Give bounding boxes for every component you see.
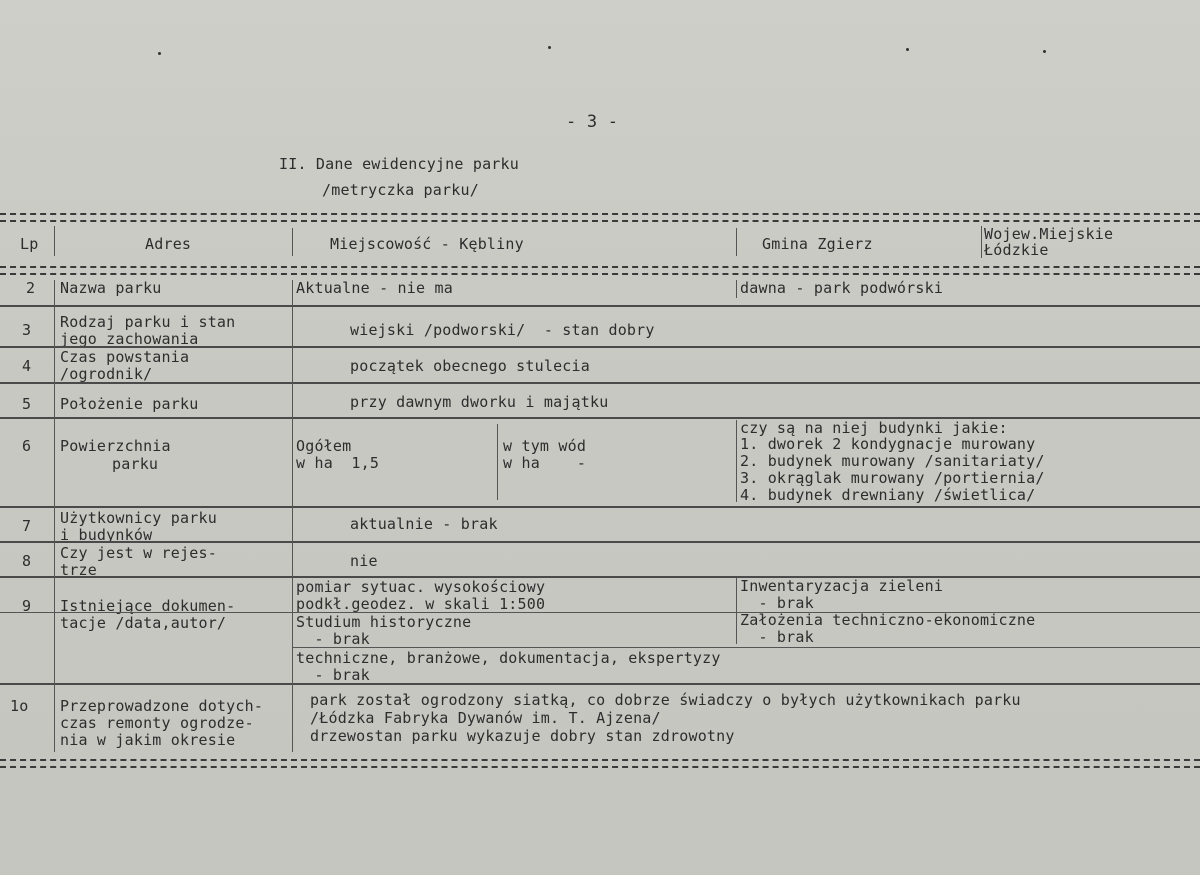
row-label: Nazwa parku <box>60 279 162 297</box>
doc-item: - brak <box>740 594 814 612</box>
row-lp: 4 <box>22 357 32 375</box>
table-top-rule <box>0 213 1200 222</box>
row-value: park został ogrodzony siatką, co dobrze świadczy o byłych użytkownikach parku <box>310 691 1021 709</box>
paper-speck <box>1043 50 1046 53</box>
doc-item: pomiar sytuac. wysokościowy <box>296 578 546 596</box>
building-item: 2. budynek murowany /sanitariaty/ <box>740 452 1045 470</box>
row-subdivider <box>292 647 1200 648</box>
row-divider <box>0 576 1200 578</box>
column-rule <box>292 228 293 256</box>
row-value: początek obecnego stulecia <box>350 357 590 375</box>
area-water-value: w ha - <box>503 454 587 472</box>
row-lp: 6 <box>22 437 32 455</box>
section-heading: II. Dane ewidencyjne parku <box>279 155 519 173</box>
page-number: - 3 - <box>566 112 619 132</box>
row-lp: 7 <box>22 517 32 535</box>
doc-item: techniczne, branżowe, dokumentacja, ekspertyzy <box>296 649 721 667</box>
row-value: wiejski /podworski/ - stan dobry <box>350 321 655 339</box>
row-label: Użytkownicy parku <box>60 509 217 527</box>
doc-item: - brak <box>296 666 370 684</box>
row-lp: 3 <box>22 321 32 339</box>
row-divider <box>0 417 1200 419</box>
row-label: i budynków <box>60 526 153 544</box>
row-label: Przeprowadzone dotych- <box>60 697 264 715</box>
row-divider <box>0 683 1200 685</box>
column-rule <box>736 280 737 298</box>
row-value: /Łódzka Fabryka Dywanów im. T. Ajzena/ <box>310 709 661 727</box>
col-header-wojew: Wojew.Miejskie <box>984 225 1114 243</box>
doc-item: podkł.geodez. w skali 1:500 <box>296 595 546 613</box>
row-divider <box>0 305 1200 307</box>
row-value: dawna - park podwórski <box>740 279 944 297</box>
row-label: Czy jest w rejes- <box>60 544 217 562</box>
column-rule <box>497 424 498 500</box>
row-label: nia w jakim okresie <box>60 731 236 749</box>
building-item: 4. budynek drewniany /świetlica/ <box>740 486 1036 504</box>
row-divider <box>0 541 1200 543</box>
row-label: Istniejące dokumen- <box>60 597 236 615</box>
paper-speck <box>548 46 551 49</box>
doc-item: - brak <box>296 630 370 648</box>
column-rule <box>292 280 293 752</box>
doc-item: Inwentaryzacja zieleni <box>740 577 944 595</box>
doc-item: Założenia techniczno-ekonomiczne <box>740 611 1036 629</box>
doc-item: - brak <box>740 628 814 646</box>
row-lp: 2 <box>26 279 36 297</box>
row-label: Powierzchnia <box>60 437 171 455</box>
row-value: przy dawnym dworku i majątku <box>350 393 609 411</box>
row-lp: 5 <box>22 395 32 413</box>
column-rule <box>54 226 55 256</box>
area-total-value: w ha 1,5 <box>296 454 380 472</box>
paper-speck <box>158 52 161 55</box>
row-label: tacje /data,autor/ <box>60 614 227 632</box>
row-value: nie <box>350 552 378 570</box>
row-divider <box>0 506 1200 508</box>
row-label: /ogrodnik/ <box>60 365 153 383</box>
section-subheading: /metryczka parku/ <box>322 181 479 199</box>
col-header-wojew-2: Łódzkie <box>984 241 1049 259</box>
building-item: 3. okrąglak murowany /portiernia/ <box>740 469 1045 487</box>
doc-item: Studium historyczne <box>296 613 472 631</box>
row-value: drzewostan parku wykazuje dobry stan zdrowotny <box>310 727 735 745</box>
column-rule <box>736 228 737 256</box>
paper-speck <box>906 48 909 51</box>
col-header-miejscowosc: Miejscowość - Kębliny <box>330 235 524 253</box>
row-divider <box>0 382 1200 384</box>
row-value: aktualnie - brak <box>350 515 498 533</box>
row-lp: 1o <box>10 697 29 715</box>
area-total: Ogółem <box>296 437 352 455</box>
row-label: czas remonty ogrodze- <box>60 714 254 732</box>
row-label: Czas powstania <box>60 348 190 366</box>
table-bottom-rule <box>0 759 1200 768</box>
header-bottom-rule <box>0 266 1200 275</box>
col-header-gmina: Gmina Zgierz <box>762 235 873 253</box>
column-rule <box>54 280 55 752</box>
row-value: Aktualne - nie ma <box>296 279 453 297</box>
col-header-lp: Lp <box>20 235 39 253</box>
row-lp: 8 <box>22 552 32 570</box>
column-rule <box>736 420 737 502</box>
area-water: w tym wód <box>503 437 587 455</box>
row-label: trze <box>60 561 97 579</box>
row-label: parku <box>112 455 159 473</box>
buildings-header: czy są na niej budynki jakie: <box>740 419 1008 437</box>
building-item: 1. dworek 2 kondygnacje murowany <box>740 435 1036 453</box>
row-label: Rodzaj parku i stan <box>60 313 236 331</box>
row-lp: 9 <box>22 597 32 615</box>
row-label: Położenie parku <box>60 395 199 413</box>
column-rule <box>736 578 737 644</box>
row-label: jego zachowania <box>60 330 199 348</box>
column-rule <box>981 226 982 258</box>
col-header-adres: Adres <box>145 235 192 253</box>
